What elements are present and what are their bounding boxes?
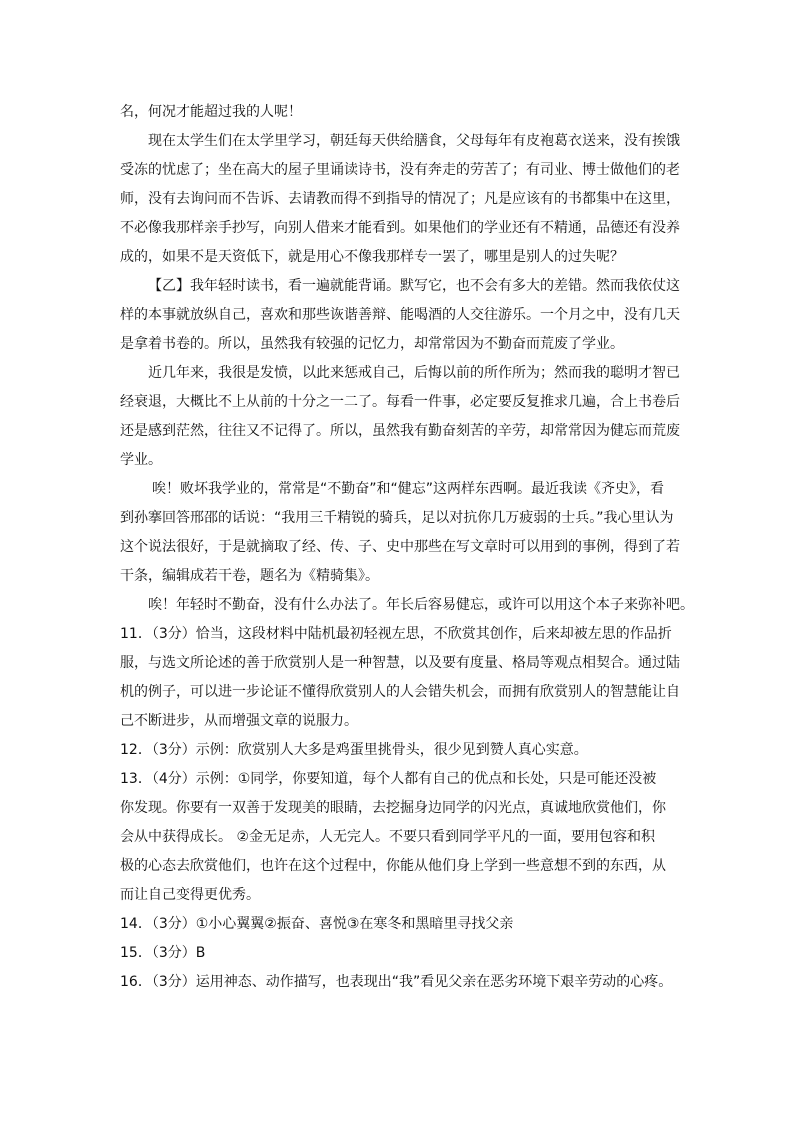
answer-line: 极的心态去欣赏他们，也许在这个过程中，你能从他们身上学到一些意想不到的东西，从	[120, 858, 666, 874]
text-line: 唉！败坏我学业的，常常是“不勤奋”和“健忘”这两样东西啊。最近我读《齐史》，看	[152, 481, 665, 497]
text-line: 现在太学生们在太学里学习，朝廷每天供给膳食，父母每年有皮袍葛衣送来，没有挨饿	[148, 133, 680, 149]
text-line: 经衰退，大概比不上从前的十分之一二了。每看一件事，必定要反复推求几遍，合上书卷后	[120, 394, 680, 410]
answer-line: 服，与选文所论述的善于欣赏别人是一种智慧，以及要有度量、格局等观点相契合。通过陆	[120, 655, 680, 671]
document-page	[120, 98, 694, 997]
text-line: 唉！年轻时不勤奋，没有什么办法了。年长后容易健忘，或许可以用这个本子来弥补吧。	[148, 597, 694, 613]
text-line: 学业。	[120, 452, 162, 468]
answer-line: 而让自己变得更优秀。	[120, 887, 260, 903]
answer-line: 你发现。你要有一双善于发现美的眼睛，去挖掘身边同学的闪光点，真诚地欣赏他们，你	[120, 800, 666, 816]
text-line: 样的本事就放纵自己，喜欢和那些诙谐善辩、能喝酒的人交往游乐。一个月之中，没有几天	[120, 307, 680, 323]
answer-line: 己不断进步，从而增强文章的说服力。	[120, 713, 358, 729]
answer-line: 会从中获得成长。 ②金无足赤，人无完人。不要只看到同学平凡的一面，要用包容和积	[120, 829, 655, 845]
answer-line: 15．（3分）B	[120, 945, 206, 961]
text-line: 干条，编辑成若干卷，题名为《精骑集》。	[120, 568, 379, 584]
answer-line: 12．（3分）示例：欣赏别人大多是鸡蛋里挑骨头，很少见到赞人真心实意。	[120, 742, 588, 758]
text-line: 还是感到茫然，往往又不记得了。所以，虽然我有勤奋刻苦的辛劳，却常常因为健忘而荒废	[120, 423, 680, 439]
answer-line: 16．（3分）运用神态、动作描写，也表现出“我”看见父亲在恶劣环境下艰辛劳动的心疼。	[120, 974, 673, 990]
answer-line: 机的例子，可以进一步论证不懂得欣赏别人的人会错失机会，而拥有欣赏别人的智慧能让自	[120, 684, 680, 700]
text-line: 【乙】我年轻时读书，看一遍就能背诵。默写它，也不会有多大的差错。然而我依仗这	[148, 278, 680, 294]
answer-line: 14．（3分）①小心翼翼②振奋、喜悦③在寒冬和黑暗里寻找父亲	[120, 916, 514, 932]
text-line: 到孙搴回答邢邵的话说：“我用三千精锐的骑兵，足以对抗你几万疲弱的士兵。”我心里认为	[120, 510, 674, 526]
text-line: 成的，如果不是天资低下，就是用心不像我那样专一罢了，哪里是别人的过失呢？	[120, 249, 624, 265]
answer-line: 13．（4分）示例：①同学，你要知道，每个人都有自己的优点和长处，只是可能还没被	[120, 771, 657, 787]
answer-line: 11．（3分）恰当，这段材料中陆机最初轻视左思，不欣赏其创作，后来却被左思的作品折	[120, 626, 672, 642]
text-line: 是拿着书卷的。所以，虽然我有较强的记忆力，却常常因为不勤奋而荒废了学业。	[120, 336, 624, 352]
text-line: 这个说法很好，于是就摘取了经、传、子、史中那些在写文章时可以用到的事例，得到了若	[120, 539, 680, 555]
text-line: 名，何况才能超过我的人呢！	[120, 104, 302, 120]
text-line: 师，没有去询问而不告诉、去请教而得不到指导的情况了；凡是应该有的书都集中在这里，	[120, 191, 680, 207]
text-line: 近几年来，我很是发愤，以此来惩戒自己，后悔以前的所作所为；然而我的聪明才智已	[148, 365, 680, 381]
text-line: 不必像我那样亲手抄写，向别人借来才能看到。如果他们的学业还有不精通，品德还有没养	[120, 220, 680, 236]
text-line: 受冻的忧虑了；坐在高大的屋子里诵读诗书，没有奔走的劳苦了；有司业、博士做他们的老	[120, 162, 680, 178]
